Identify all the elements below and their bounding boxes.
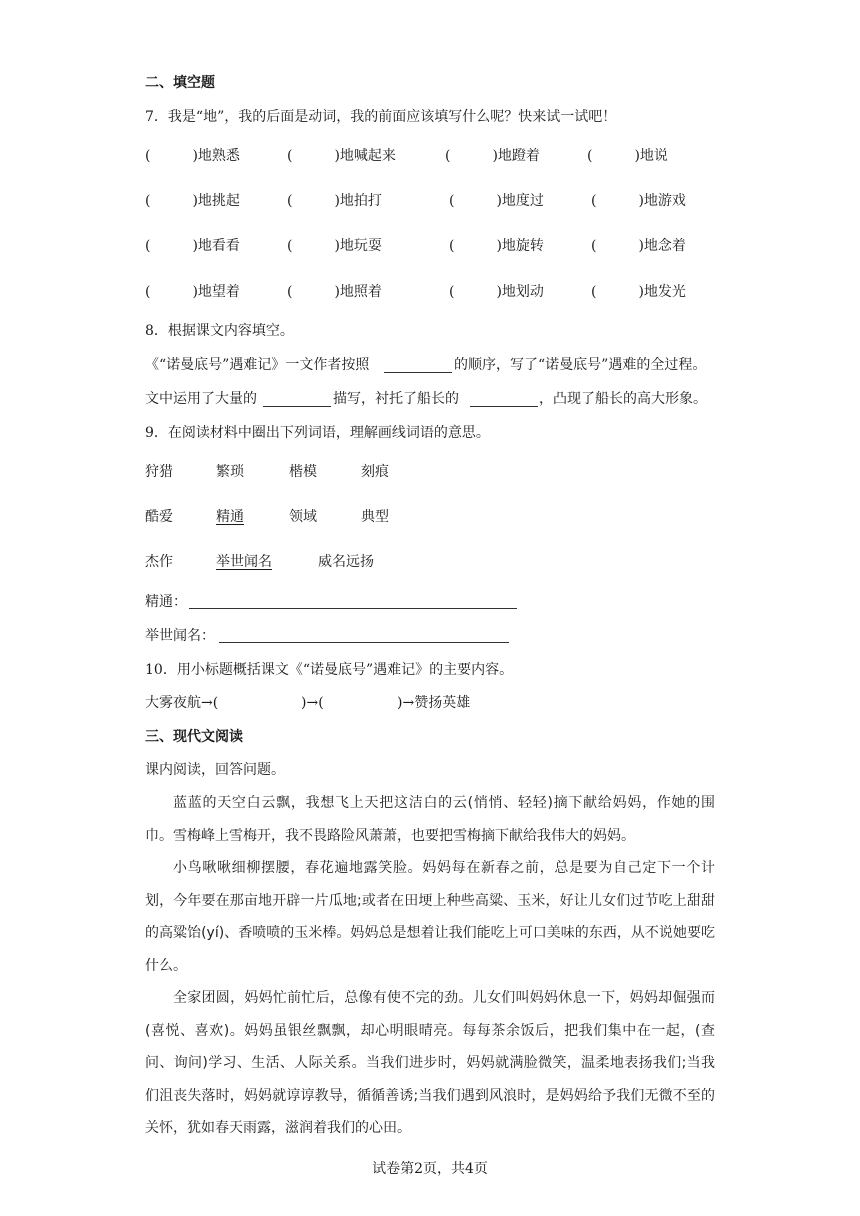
passage-paragraph: 全家团圆，妈妈忙前忙后，总像有使不完的劲。儿女们叫妈妈休息一下，妈妈却倔强而(喜悦、喜欢)。妈妈虽银丝飘飘，却心明眼晴亮。每每茶余饭后，把我们集中在一起，(查问、询问)学习、生活、人际关系。当我们进步时，妈妈就满脸微笑，温柔地表扬我们;当我们沮丧失落时，妈妈就谆谆教导，循循善诱;当我们遇到风浪时，是妈妈给予我们无微不至的关怀，犹如春天雨露，滋润着我们的心田。 xyxy=(145,990,715,1136)
q7-item: ( )地看看 xyxy=(145,238,240,254)
section-title-reading: 三、现代文阅读 xyxy=(145,729,243,745)
q8-line2-part3: ，凸现了船长的高大形象。 xyxy=(539,391,707,407)
passage-paragraph: 蓝蓝的天空白云飘，我想飞上天把这洁白的云(悄悄、轻轻)摘下献给妈妈，作她的围巾。雪梅峰上雪梅开，我不畏路险风萧萧，也要把雪梅摘下献给我伟大的妈妈。 xyxy=(145,795,715,844)
question-8-prompt: 8．根据课文内容填空。 xyxy=(145,323,294,339)
q9-word: 杰作 xyxy=(145,554,173,570)
q7-item: ( )地熟悉 xyxy=(145,148,240,164)
q9-word: 繁琐 xyxy=(216,464,244,480)
q8-line1-part2: 的顺序，写了“诺曼底号”遇难的全过程。 xyxy=(454,357,707,373)
q7-item: ( )地照着 xyxy=(287,284,382,300)
q9-def1-blank[interactable] xyxy=(189,608,517,609)
q7-item: ( )地念着 xyxy=(591,238,686,254)
q7-item: ( )地蹬着 xyxy=(445,148,540,164)
q8-blank-1[interactable] xyxy=(384,372,452,373)
q8-line2-part1: 文中运用了大量的 xyxy=(145,391,257,407)
q7-item: ( )地拍打 xyxy=(287,193,382,209)
q9-word-underlined: 举世闻名 xyxy=(216,554,272,570)
q10-end: )→赞扬英雄 xyxy=(397,695,471,711)
q9-word: 刻痕 xyxy=(361,464,389,480)
q9-word: 狩猎 xyxy=(145,464,173,480)
question-7-prompt: 7．我是“地”，我的后面是动词，我的前面应该填写什么呢？快来试一试吧！ xyxy=(145,109,617,125)
page-footer: 试卷第2页，共4页 xyxy=(372,1161,488,1177)
q8-blank-2[interactable] xyxy=(263,406,331,407)
q7-item: ( )地挑起 xyxy=(145,193,240,209)
q9-def2-label: 举世闻名： xyxy=(145,628,215,644)
q9-word-underlined: 精通 xyxy=(216,509,244,525)
q7-item: ( )地喊起来 xyxy=(287,148,396,164)
q9-word: 酷爱 xyxy=(145,509,173,525)
q8-line2-part2: 描写，衬托了船长的 xyxy=(333,391,459,407)
q9-word: 楷模 xyxy=(289,464,317,480)
q10-start: 大雾夜航→( xyxy=(145,695,219,711)
q7-item: ( )地望着 xyxy=(145,284,240,300)
q7-item: ( )地玩耍 xyxy=(287,238,382,254)
q7-item: ( )地度过 xyxy=(449,193,544,209)
q9-def1-label: 精通： xyxy=(145,594,187,610)
q9-word: 领域 xyxy=(289,509,317,525)
q9-word: 威名远扬 xyxy=(318,554,374,570)
q7-item: ( )地发光 xyxy=(591,284,686,300)
q7-item: ( )地划动 xyxy=(449,284,544,300)
passage-paragraph: 小鸟啾啾细柳摆腰，春花遍地露笑脸。妈妈每在新春之前，总是要为自己定下一个计划，今年要在那亩地开辟一片瓜地;或者在田埂上种些高粱、玉米，好让儿女们过节吃上甜甜的高粱饴(yí)、香喷喷的玉米棒。妈妈总是想着让我们能吃上可口美味的东西，从不说她要吃什么。 xyxy=(145,860,715,974)
q9-word: 典型 xyxy=(361,509,389,525)
q7-item: ( )地旋转 xyxy=(449,238,544,254)
reading-intro: 课内阅读，回答问题。 xyxy=(145,762,285,778)
q8-line1-part1: 《“诺曼底号”遇难记》一文作者按照 xyxy=(145,357,370,373)
reading-passage xyxy=(145,787,715,1145)
q8-blank-3[interactable] xyxy=(470,406,538,407)
q7-item: ( )地说 xyxy=(587,148,668,164)
q10-mid: )→( xyxy=(301,695,324,711)
question-9-prompt: 9．在阅读材料中圈出下列词语，理解画线词语的意思。 xyxy=(145,425,490,441)
question-10-prompt: 10．用小标题概括课文《“诺曼底号”遇难记》的主要内容。 xyxy=(145,662,514,678)
section-title-fill-blank: 二、填空题 xyxy=(145,75,215,91)
q9-def2-blank[interactable] xyxy=(219,642,509,643)
q7-item: ( )地游戏 xyxy=(591,193,686,209)
